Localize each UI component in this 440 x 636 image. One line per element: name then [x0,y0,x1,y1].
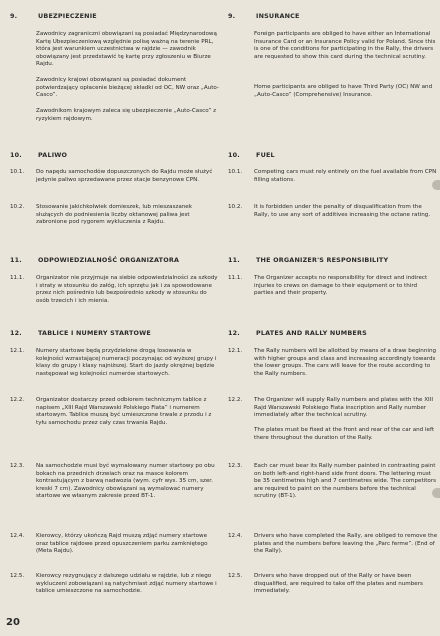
document-page: 9. UBEZPIECZENIE Zawodnicy zagraniczni obowiązani są posiadać Międzynarodową Kartę Ubezpieczeniową względnie polisę ważną na terenie PRL, która jest warunkiem uczestnictwa w rajdzie — zawodnik obowiązany jest przedstawić tę kartę przy zgłoszeniu w Biurze Rajdu. Zawodnicy krajowi obowiązani są posiadać dokument potwierdzający opłacenie bieżącej składki od OC, NW oraz „Auto-Casco”. Zawodnikom krajowym zaleca się ubezpieczenie „Auto-Casco” z ryzykiem rajdowym. 10. PALIWO 10.1. Do napędu samochodów dopuszczonych do Rajdu może służyć jedynie paliwo sprzedawane przez stacje benzynowe CPN. 10.2. Stosowanie jakichkolwiek domieszek, lub mieszaszanek służących do podniesienia liczby oktanowej paliwa jest zabronione pod rygorem wykluczenia z Rajdu. 11. ODPOWIEDZIALNOŚĆ ORGANIZATORA 11.1. Organizator nie przyjmuje na siebie odpowiedzialności za szkody i straty w stosunku do załóg, ich sprzętu jak i za spowodowane przez nich pośrednio lub bezpośrednio szkody w stosunku do osób trzecich i ich mienia. 12. TABLICE I NUMERY STARTOWE 12.1. Numery startowe będą przydzielone drogą losowania w kolejności wzrastającej numeracji poczynając od wyższej grupy i klasy do grupy i klasy najniższej. Start do jazdy okrężnej będzie następował wg kolejności numerów startowych. 12.2. Organizator dostarczy przed odbiorem technicznym tablice z napisem „XIII Rajd Warszawski Polskiego Fiata” i numerem startowym. Tablice muszą być umieszczone trwale z przodu i z tyłu samochodu przez cały czas trwania Rajdu. 12.3. Na samochodzie musi być wymalowany numer startowy po obu bokach na przednich drzwiach oraz na masce kolorem kontrastującym z barwą nadwozia (wym. cyfr wys. 35 cm, szer. kreski 7 cm). Zawodnicy obowiązani są wymalować numery startowe we własnym zakresie przed BT-1. 12.4. Kierowcy, którzy ukończą Rajd muszą zdjąć numery startowe oraz tablice rajdowe przed opuszczeniem parku zamkniętego (Meta Rajdu). 12.5. Kierowcy rezygnujący z dalszego udziału w rajdzie, lub z niego wykluczeni zobowiązani są natychmiast zdjąć numery startowe i tablice umieszczone na samochodzie. 9. INSURANCE Foreign participants are obliged to have either an International Insurance Card or an Insurance Policy valid for Poland. Since this is one of the conditions for participating in the Rally, the drivers are requested to show this card during the technical scrutiny. Home participants are obliged to have Third Party (OC) NW and „Auto-Casco” (Comprehensive) Insurance. 10. FUEL 10.1. Competing cars must rely entirely on the fuel available from CPN filling stations. 10.2. It is forbidden under the penalty of disqualification from the Rally, to use any sort of additives increasing the octane rating. 11. THE ORGANIZER'S RESPONSIBILITY 11.1. The Organizer accepts no responsibility for direct and indirect injuries to crews on damage to their equipment or to third parties and their property. 12. PLATES AND RALLY NUMBERS 12.1. The Rally numbers will be allotted by means of a draw beginning with higher groups and class and increasing accordingly towards the lower groups. The cars will leave for the route according to the Rally numbers. 12.2. The Organizer will supply Rally numbers and plates with the XIII Rajd Warszawski Polskiego Fiata inscription and Rally number immediately after the technical scrutiny. The plates must be fixed at the front and rear of the car and left there throughout the duration of the Rally. 12.3. Each car must bear its Rally number painted in contrasting paint on both left-and right-hand side front doors. The lettering must be 35 centimetres high and 7 centimetres wide. The competitors are required to paint on the numbers before the technical scrutiny (BT-1). 12.4. Drivers who have completed the Rally, are obliged to remove the plates and the numbers before leaving the „Parc ferme”. (End of the Rally). 12.5. Drivers who have dropped out of the Rally or have been disqualified, are required to take off the plates and numbers immediately. 20 [0,0,440,636]
section-heading-12-en: 12. PLATES AND RALLY NUMBERS [228,329,367,337]
section-heading-10-en: 10. FUEL [228,151,275,159]
section-heading-11-en: 11. THE ORGANIZER'S RESPONSIBILITY [228,256,389,264]
binding-hole-mark [432,488,440,498]
paragraph-9-1-en: Foreign participants are obliged to have either an International Insurance Card or an Insurance Policy valid for Poland. Since this is one of the conditions for participating in the Rally, the drivers are requested to show this card during the technical scrutiny. [254,31,436,60]
paragraph-9-3-pl: Zawodnikom krajowym zaleca się ubezpieczenie „Auto-Casco” z ryzykiem rajdowym. [36,108,217,122]
section-heading-10-pl: 10. PALIWO [10,151,68,159]
section-heading-9-en: 9. INSURANCE [228,12,300,20]
paragraph-9-2-pl: Zawodnicy krajowi obowiązani są posiadać dokument potwierdzający opłacenie bieżącej składki od OC, NW oraz „Auto-Casco”. [36,77,219,99]
section-heading-9-pl: 9. UBEZPIECZENIE [10,12,97,20]
paragraph-9-2-en: Home participants are obliged to have Third Party (OC) NW and „Auto-Casco” (Comprehensive) Insurance. [254,84,433,98]
paragraph-9-1-pl: Zawodnicy zagraniczni obowiązani są posiadać Międzynarodową Kartę Ubezpieczeniową względnie polisę ważną na terenie PRL, która jest warunkiem uczestnictwa w rajdzie — zawodnik obowiązany jest przedstawić tę kartę przy zgłoszeniu w Biurze Rajdu. [36,31,217,68]
section-heading-12-pl: 12. TABLICE I NUMERY STARTOWE [10,329,151,337]
page-number: 20 [6,617,20,628]
section-heading-11-pl: 11. ODPOWIEDZIALNOŚĆ ORGANIZATORA [10,256,180,264]
binding-hole-mark [432,180,440,190]
